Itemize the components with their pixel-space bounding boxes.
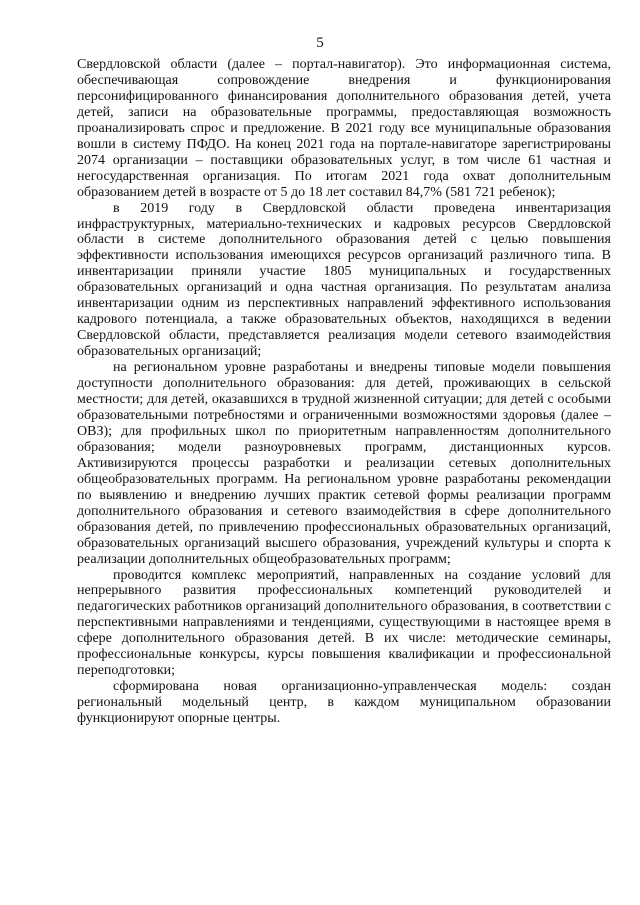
document-body	[77, 57, 611, 727]
page-number: 5	[316, 35, 324, 51]
paragraph-professional-development: проводится комплекс мероприятий, направленных на создание условий для непрерывного развития профессиональных компетенций руководителей и педагогических работников организаций дополнительного образования, в соответствии с перспективными направлениями и тенденциями, существующими в настоящее время в сфере дополнительного образования детей. В их числе: методические семинары, профессиональные конкурсы, курсы повышения квалификации и профессиональной переподготовки;	[77, 567, 611, 679]
paragraph-management-model: сформирована новая организационно-управленческая модель: создан региональный модельный центр, в каждом муниципальном образовании функционируют опорные центры.	[77, 679, 611, 727]
paragraph-regional-models: на региональном уровне разработаны и внедрены типовые модели повышения доступности дополнительного образования: для детей, проживающих в сельской местности; для детей, оказавшихся в трудной жизненной ситуации; для детей с особыми образовательными потребностями и ограниченными возможностями здоровья (далее – ОВЗ); для профильных школ по приоритетным направленностям дополнительного образования; модели разноуровневых программ, дистанционных курсов. Активизируются процессы разработки и реализации сетевых дополнительных общеобразовательных программ. На региональном уровне разработаны рекомендации по выявлению и внедрению лучших практик сетевой формы реализации программ дополнительного образования и сетевого взаимодействия в сфере дополнительного образования детей, по привлечению профессиональных образовательных организаций, образовательных организаций высшего образования, учреждений культуры и спорта к реализации дополнительных общеобразовательных программ;	[77, 360, 611, 567]
paragraph-portal-navigator: Свердловской области (далее – портал-навигатор). Это информационная система, обеспечивающая сопровождение внедрения и функционирования персонифицированного финансирования дополнительного образования детей, учета детей, записи на образовательные программы, предоставляющая возможность проанализировать спрос и предложение. В 2021 году все муниципальные образования вошли в систему ПФДО. На конец 2021 года на портале-навигаторе зарегистрированы 2074 организации – поставщики образовательных услуг, в том числе 61 частная и негосударственная организация. По итогам 2021 года охват дополнительным образованием детей в возрасте от 5 до 18 лет составил 84,7% (581 721 ребенок);	[77, 57, 611, 200]
paragraph-inventory-2019: в 2019 году в Свердловской области проведена инвентаризация инфраструктурных, материально-технических и кадровых ресурсов Свердловской области в системе дополнительного образования детей с целью повышения эффективности использования имеющихся ресурсов организаций различного типа. В инвентаризации приняли участие 1805 муниципальных и государственных образовательных организаций и одна частная организация. По результатам анализа инвентаризации одним из перспективных направлений эффективного использования кадрового потенциала, а также образовательных объектов, находящихся в ведении Свердловской области, представляется реализация модели сетевого взаимодействия образовательных организаций;	[77, 200, 611, 360]
